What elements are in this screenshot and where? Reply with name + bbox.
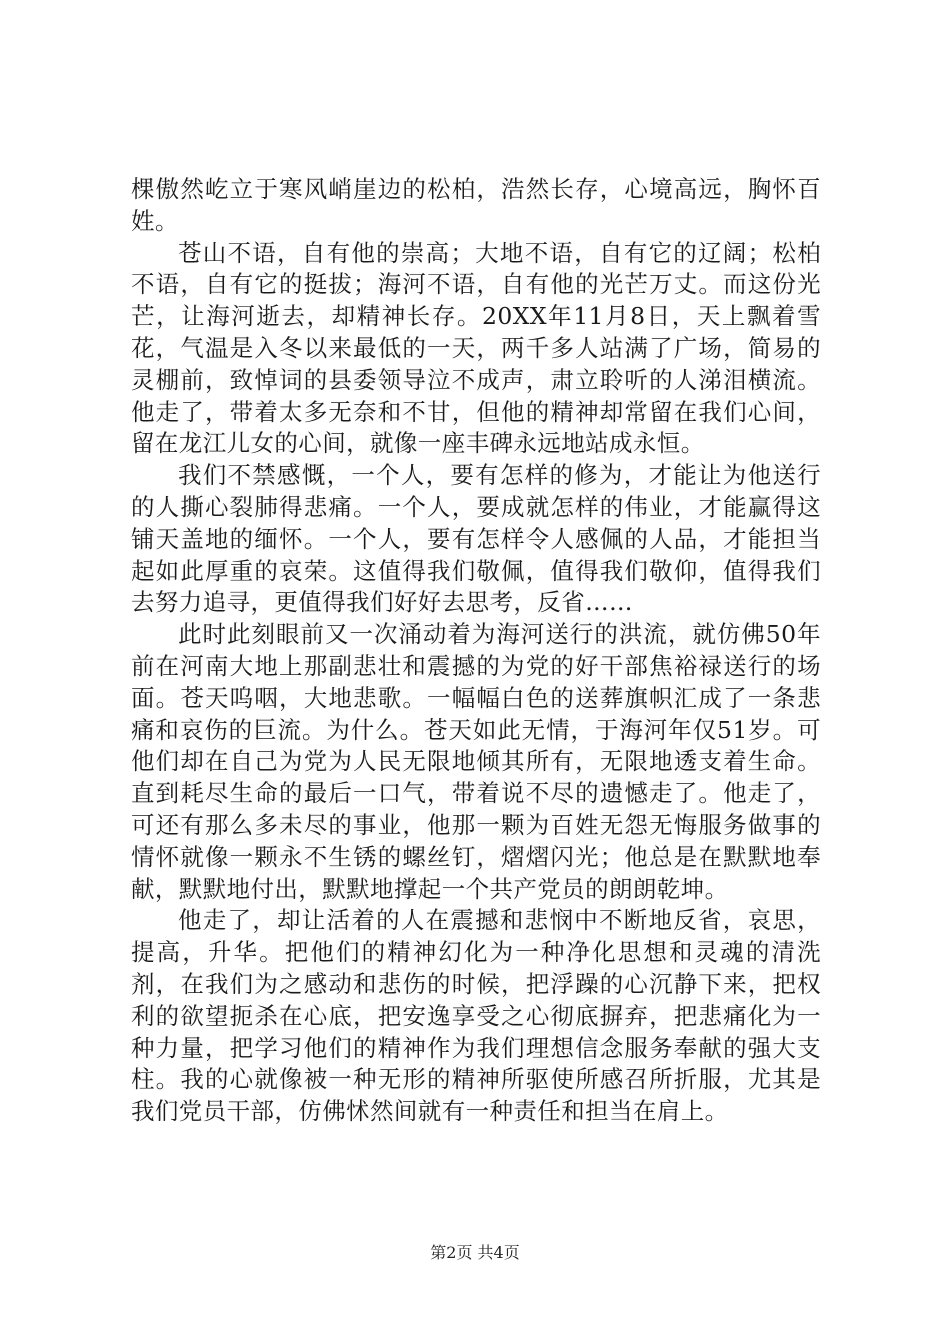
paragraph-3: 我们不禁感慨，一个人，要有怎样的修为，才能让为他送行的人撕心裂肺得悲痛。一个人，要成就怎样的伟业，才能赢得这铺天盖地的缅怀。一个人，要有怎样令人感佩的人品，才能担当起如此厚重的哀荣。这值得我们敬佩，值得我们敬仰，值得我们去努力追寻，更值得我们好好去思考，反省……	[131, 461, 821, 617]
paragraph-2: 苍山不语，自有他的崇高；大地不语，自有它的辽阔；松柏不语，自有它的挺拔；海河不语，自有他的光芒万丈。而这份光芒，让海河逝去，却精神长存。20XX年11月8日，天上飘着雪花，气温是入冬以来最低的一天，两千多人站满了广场，简易的灵棚前，致悼词的县委领导泣不成声，肃立聆听的人涕泪横流。他走了，带着太多无奈和不甘，但他的精神却常留在我们心间，留在龙江儿女的心间，就像一座丰碑永远地站成永恒。	[131, 238, 821, 458]
page-number-footer: 第2页 共4页	[430, 1243, 520, 1262]
paragraph-1: 棵傲然屹立于寒风峭崖边的松柏，浩然长存，心境高远，胸怀百姓。	[131, 175, 821, 235]
paragraph-4: 此时此刻眼前又一次涌动着为海河送行的洪流，就仿佛50年前在河南大地上那副悲壮和震撼的为党的好干部焦裕禄送行的场面。苍天呜咽，大地悲歌。一幅幅白色的送葬旗帜汇成了一条悲痛和哀伤的巨流。为什么。苍天如此无情，于海河年仅51岁。可他们却在自己为党为人民无限地倾其所有，无限地透支着生命。直到耗尽生命的最后一口气，带着说不尽的遗憾走了。他走了，可还有那么多未尽的事业，他那一颗为百姓无怨无悔服务做事的情怀就像一颗永不生锈的螺丝钉，熠熠闪光；他总是在默默地奉献，默默地付出，默默地撑起一个共产党员的朗朗乾坤。	[131, 620, 821, 903]
body-text	[131, 174, 821, 1128]
paragraph-5: 他走了，却让活着的人在震撼和悲悯中不断地反省，哀思，提高，升华。把他们的精神幻化为一种净化思想和灵魂的清洗剂，在我们为之感动和悲伤的时候，把浮躁的心沉静下来，把权利的欲望扼杀在心底，把安逸享受之心彻底摒弃，把悲痛化为一种力量，把学习他们的精神作为我们理想信念服务奉献的强大支柱。我的心就像被一种无形的精神所驱使所感召所折服，尤其是我们党员干部，仿佛怵然间就有一种责任和担当在肩上。	[131, 906, 821, 1126]
